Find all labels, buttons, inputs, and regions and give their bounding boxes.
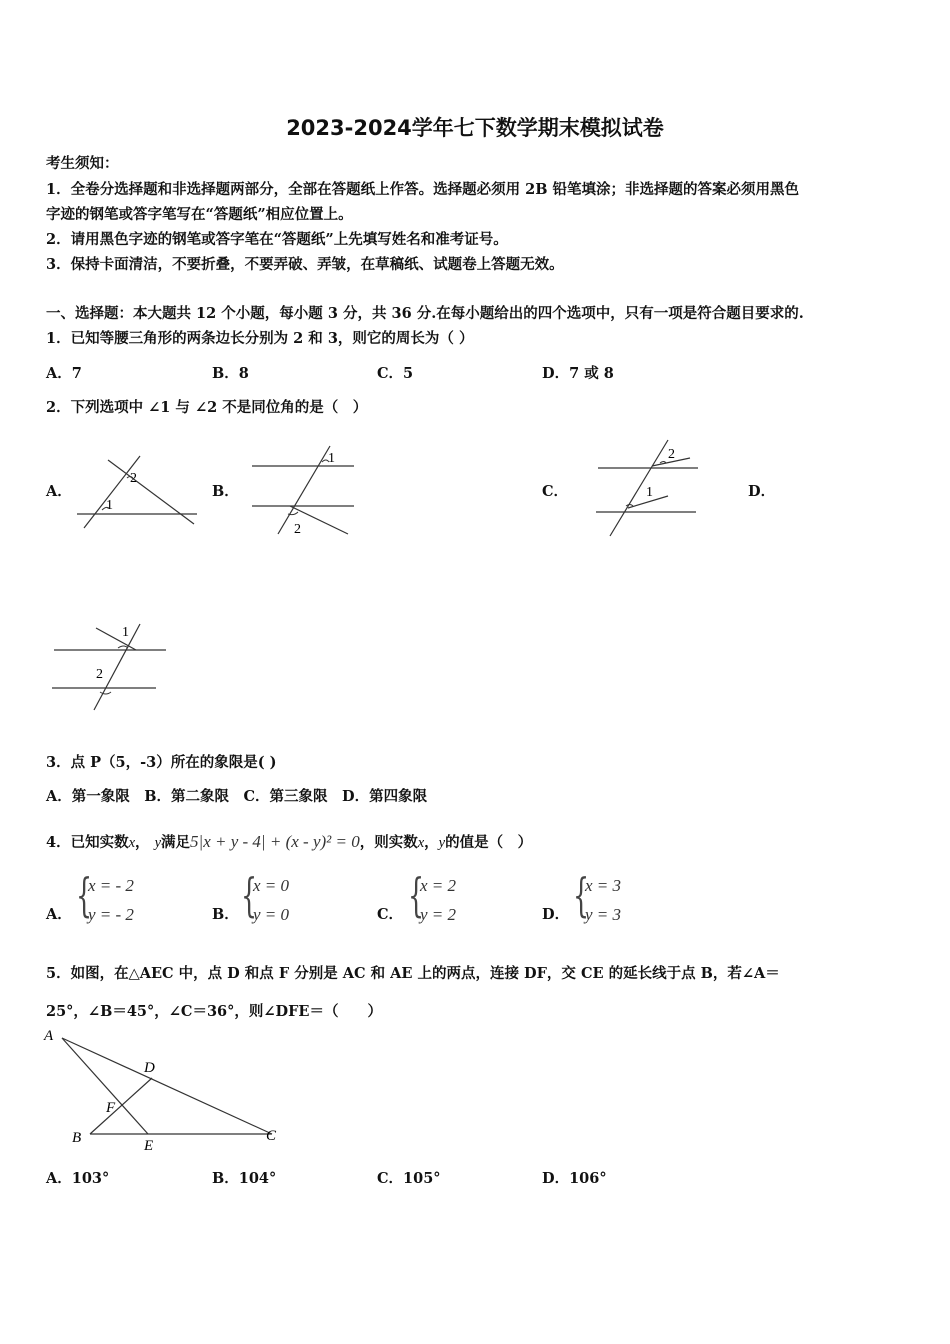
label-d: D [144,1060,155,1076]
label-c: C [266,1128,277,1144]
brace-icon: { [573,868,590,922]
q5-option-c: C．105° [377,1170,441,1187]
notice-item: 字迹的钢笔或答字笔写在“答题纸”相应位置上。 [46,206,353,223]
q4-label-d: D． [542,906,570,923]
q4-d-eq1: x = 3 [585,876,622,895]
q2-label-a: A． [46,483,72,500]
q1-option-d: D．7 或 8 [542,365,614,382]
q2-figure-d [50,620,172,714]
q5-triangle-figure [40,1026,290,1156]
q4-label-b: B． [212,906,239,923]
q4-a-eq2: y = - 2 [88,905,134,924]
page-title: 2023-2024学年七下数学期末模拟试卷 [286,116,664,140]
label-f: F [106,1100,116,1116]
question-4-stem: 4．已知实数x， y满足5|x + y - 4| + (x - y)² = 0，则实数x，y的值是（ ） [46,832,533,851]
fig-mark-1: 1 [646,485,653,500]
question-5-stem-line2: 25°，∠B＝45°，∠C＝36°，则∠DFE＝（ ） [46,1003,382,1020]
fig-mark-2: 2 [130,471,137,486]
q4-b-eq2: y = 0 [253,905,290,924]
section-heading: 一、选择题：本大题共 12 个小题，每小题 3 分，共 36 分.在每小题给出的四个选项中，只有一项是符合题目要求的. [46,305,804,322]
q1-option-a: A．7 [46,365,82,382]
q1-option-b: B．8 [212,365,249,382]
notice-item: 2．请用黑色字迹的钢笔或答字笔在“答题纸”上先填写姓名和准考证号。 [46,231,508,248]
fig-mark-1: 1 [328,451,335,466]
label-a: A [44,1028,54,1044]
q4-c-eq2: y = 2 [420,905,457,924]
q5-option-d: D．106° [542,1170,607,1187]
brace-icon: { [241,868,258,922]
notice-item: 1．全卷分选择题和非选择题两部分，全部在答题纸上作答。选择题必须用 2B 铅笔填涂；非选择题的答案必须用黑色 [46,181,800,198]
q2-label-b: B． [212,483,239,500]
q2-label-d: D． [748,483,776,500]
q5-option-b: B．104° [212,1170,277,1187]
label-e: E [144,1138,154,1154]
q4-label-c: C． [377,906,404,923]
brace-icon: { [408,868,425,922]
notice-item: 3．保持卡面清洁，不要折叠，不要弄破、弄皱，在草稿纸、试题卷上答题无效。 [46,256,564,273]
fig-mark-1: 1 [122,625,129,640]
q4-label-a: A． [46,906,72,923]
question-1-stem: 1．已知等腰三角形的两条边长分别为 2 和 3，则它的周长为（ ） [46,330,474,347]
q1-option-c: C．5 [377,365,414,382]
fig-mark-1: 1 [106,498,113,513]
fig-mark-2: 2 [294,522,301,537]
q5-option-a: A．103° [46,1170,110,1187]
fig-mark-2: 2 [96,667,103,682]
q4-a-eq1: x = - 2 [88,876,134,895]
q4-c-eq1: x = 2 [420,876,457,895]
notice-heading: 考生须知： [46,155,119,172]
brace-icon: { [76,868,93,922]
question-3-stem: 3．点 P（5，-3）所在的象限是( ) [46,754,277,771]
q2-figure-a [72,450,202,534]
q2-figure-c [592,436,702,540]
question-2-stem: 2．下列选项中 ∠1 与 ∠2 不是同位角的是（ ） [46,399,368,416]
q4-equation: 5|x + y - 4| + (x - y)² = 0 [190,832,360,851]
q4-b-eq1: x = 0 [253,876,290,895]
fig-mark-2: 2 [668,447,675,462]
q3-options: A．第一象限 B．第二象限 C．第三象限 D．第四象限 [46,788,428,805]
label-b: B [72,1130,82,1146]
q2-label-c: C． [542,483,569,500]
q2-figure-b [248,442,360,540]
question-5-stem-line1: 5．如图，在△AEC 中，点 D 和点 F 分别是 AC 和 AE 上的两点，连接 DF，交 CE 的延长线于点 B，若∠A＝ [46,965,780,982]
q4-d-eq2: y = 3 [585,905,622,924]
